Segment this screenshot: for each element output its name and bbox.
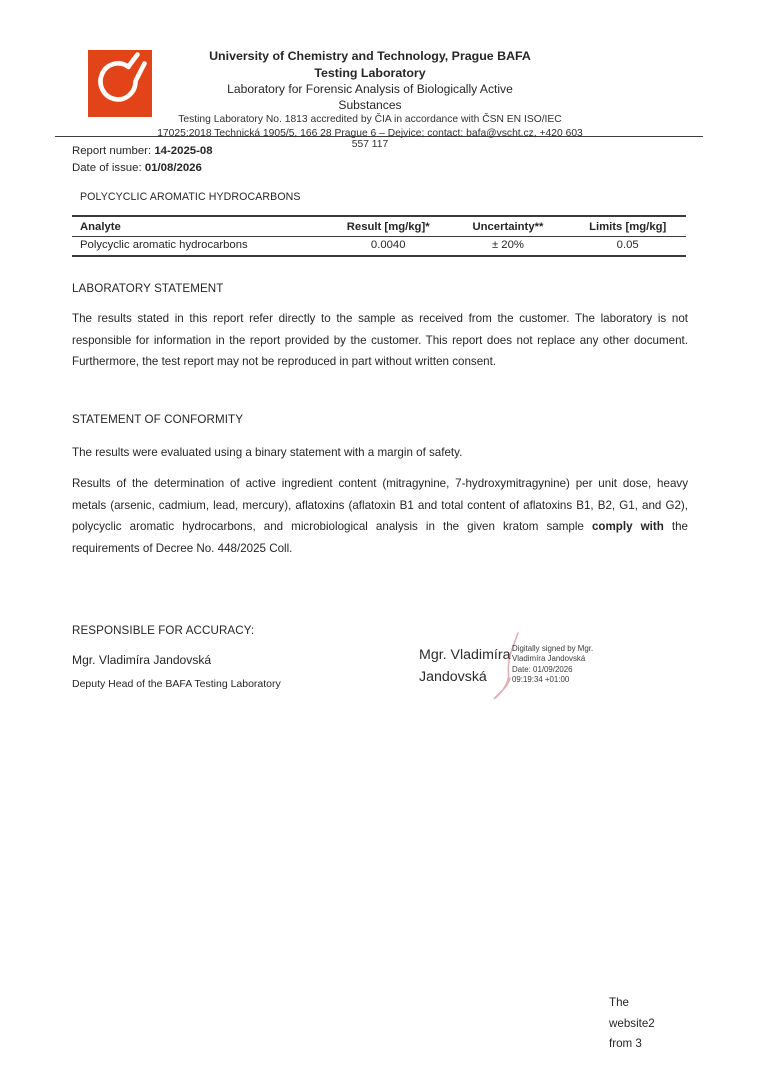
date-of-issue-row [72, 160, 213, 177]
cell-limits: 0.05 [616, 239, 639, 251]
responsible-heading: RESPONSIBLE FOR ACCURACY: [72, 624, 255, 637]
cell-uncertainty: ± 20% [491, 239, 524, 251]
conformity-body-pre: Results of the determination of active ingredient content (mitragynine, 7-hydroxymitragynine) per unit dose, heavy metals (arsenic, cadmium, lead, mercury), aflatoxins (aflatoxin B1 and total content of aflatoxins B1, B2, G1, and G2), polycyclic aromatic hydrocarbons, and microbiological analysis in the given kratom sample [72, 477, 688, 534]
org-title-line2: Testing Laboratory [314, 65, 426, 80]
column-header-analyte: Analyte [72, 216, 330, 236]
results-table-header-row [72, 216, 686, 236]
signature-name [419, 645, 510, 688]
results-table [72, 215, 686, 257]
responsible-person-role: Deputy Head of the BAFA Testing Laboratory [72, 678, 281, 690]
date-of-issue-value: 01/08/2026 [144, 162, 202, 174]
laboratory-statement-body: The results stated in this report refer directly to the sample as received from the customer. The laboratory is not responsible for information in the report provided by the customer. This report does not replace any other document. Furthermore, the test report may not be reproduced in part without written consent. [72, 312, 688, 369]
column-header-uncertainty: Uncertainty** [447, 216, 570, 236]
header-divider [55, 136, 703, 137]
signature-name-line2: Jandovská [419, 668, 487, 685]
table-row [72, 236, 686, 256]
conformity-body [72, 473, 688, 559]
column-header-limits: Limits [mg/kg] [569, 216, 686, 236]
date-of-issue-label: Date of issue: [72, 162, 142, 174]
laboratory-statement-heading: LABORATORY STATEMENT [72, 282, 224, 295]
cell-result: 0.0040 [370, 239, 406, 251]
report-number-value: 14-2025-08 [154, 145, 213, 157]
page-footer [609, 993, 655, 1055]
header [50, 48, 690, 140]
signature-details-line3: Date: 01/09/2026 [512, 664, 573, 674]
report-number-label: Report number: [72, 145, 152, 157]
accreditation-line2: 17025:2018 Technická 1905/5, 166 28 Prague 6 – Dejvice; contact: bafa@vscht.cz, +420 603 [157, 127, 583, 139]
report-info [72, 143, 213, 177]
column-header-result: Result [mg/kg]* [330, 216, 447, 236]
signature-details-line2: Vladimíra Jandovská [512, 654, 586, 664]
signature-details-line1: Digitally signed by Mgr. [512, 644, 594, 653]
conformity-body-post: the requirements of Decree No. 448/2025 Coll. [72, 520, 688, 555]
signature-details-line4: 09:19:34 +01:00 [512, 675, 570, 685]
footer-line3: from 3 [609, 1037, 642, 1050]
accreditation-line3: 557 117 [351, 139, 389, 150]
lab-subtitle-line2: Substances [338, 98, 402, 113]
conformity-heading: STATEMENT OF CONFORMITY [72, 413, 244, 426]
lab-subtitle-line1: Laboratory for Forensic Analysis of Biologically Active [227, 82, 513, 96]
results-section-heading: POLYCYCLIC AROMATIC HYDROCARBONS [80, 191, 301, 203]
signature-details [512, 644, 593, 686]
accreditation-line1: Testing Laboratory No. 1813 accredited by ČIA in accordance with ČSN EN ISO/IEC [178, 114, 562, 126]
org-title-line1: University of Chemistry and Technology, Prague BAFA [209, 49, 531, 63]
cell-analyte: Polycyclic aromatic hydrocarbons [80, 239, 248, 251]
conformity-body-verdict: comply with [591, 520, 664, 534]
report-number-row [72, 143, 213, 160]
responsible-person-name: Mgr. Vladimíra Jandovská [72, 653, 212, 667]
signature-name-line1: Mgr. Vladimíra [419, 647, 511, 663]
footer-line2: website2 [609, 1016, 655, 1030]
conformity-intro: The results were evaluated using a binary statement with a margin of safety. [72, 446, 463, 459]
footer-line1: The [609, 996, 629, 1009]
